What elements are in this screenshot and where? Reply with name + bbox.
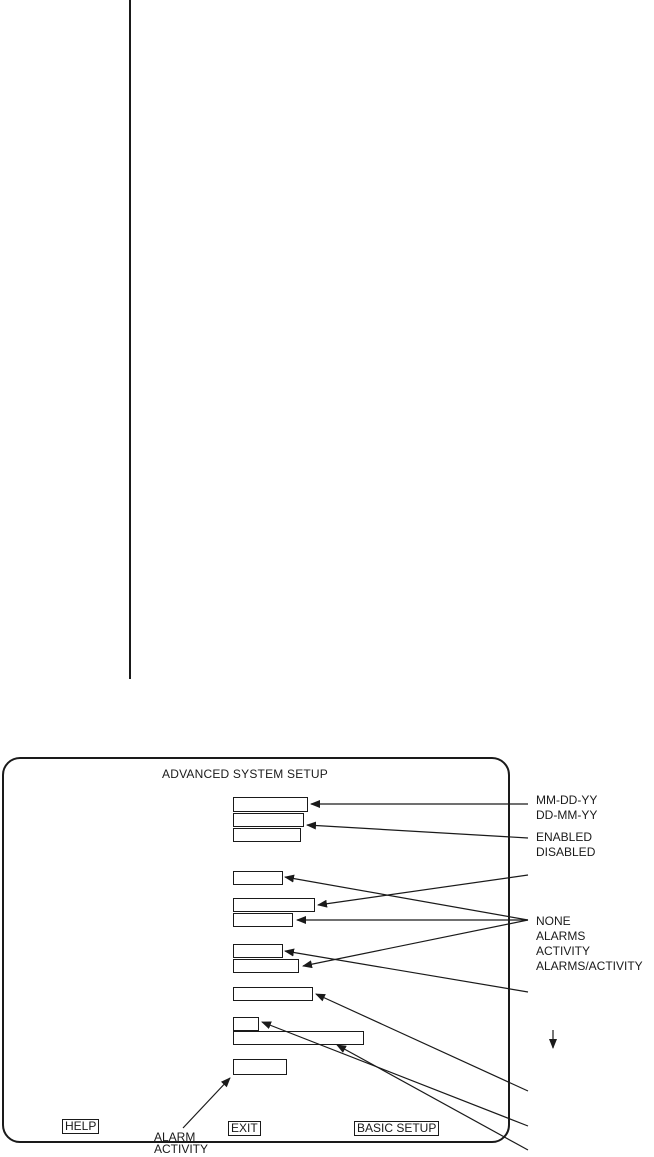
option-disabled: DISABLED [536, 845, 596, 859]
option-alarms-activity: ALARMS/ACTIVITY [536, 959, 643, 973]
help-button[interactable]: HELP [62, 1119, 99, 1134]
arrow-to-field-5 [318, 875, 528, 905]
arrow-to-field-9 [316, 994, 528, 1091]
basic-setup-button[interactable]: BASIC SETUP [354, 1121, 439, 1136]
option-mm-dd-yy: MM-DD-YY [536, 793, 598, 807]
arrow-alarm-activity [183, 1078, 230, 1128]
option-activity: ACTIVITY [536, 944, 591, 958]
screen-title: ADVANCED SYSTEM SETUP [162, 767, 329, 781]
arrow-enable [307, 825, 528, 838]
arrow-to-field-11 [337, 1045, 528, 1150]
arrow-to-field-8 [303, 920, 528, 966]
arrow-to-field-7 [285, 951, 528, 992]
option-enabled: ENABLED [536, 830, 593, 844]
option-dd-mm-yy: DD-MM-YY [536, 808, 598, 822]
option-none: NONE [536, 914, 571, 928]
arrow-to-field-4 [285, 877, 528, 920]
option-alarms: ALARMS [536, 929, 586, 943]
callout-activity: ACTIVITY [154, 1142, 209, 1156]
arrow-to-field-10 [262, 1022, 528, 1126]
callout-alarm: ALARM [154, 1130, 196, 1144]
exit-button[interactable]: EXIT [228, 1121, 261, 1136]
